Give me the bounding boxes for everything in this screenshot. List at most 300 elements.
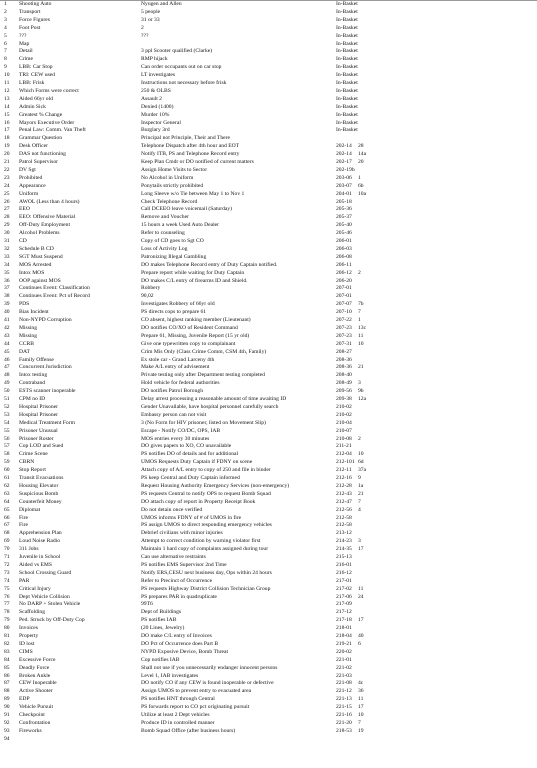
table-row [0,317,537,325]
row-step: 36 [358,688,364,695]
table-row [0,459,537,467]
row-topic: Critical Injury [19,585,51,592]
row-procedure: 208-36 [336,364,352,371]
row-number: 93 [4,727,10,734]
row-description: PS notifies DO of details and for additional [141,451,239,458]
row-topic: ESTS scanner inoperable [19,388,76,395]
row-topic: Crime [19,56,33,63]
row-number: 44 [4,340,10,347]
row-step: 1a [358,482,364,489]
row-status: In-Basket [336,95,358,102]
row-number: 86 [4,672,10,679]
row-step: 14a [358,151,367,158]
row-number: 10 [4,72,10,79]
table-row [0,578,537,586]
row-status: In-Basket [336,127,358,134]
row-step: 10 [358,712,364,718]
table-row [0,341,537,349]
row-topic: Scaffolding [19,609,45,616]
row-topic: Counterfeit Money [19,498,62,505]
row-procedure: 208-49 [336,380,352,387]
row-number: 61 [4,475,10,481]
row-procedure: 206-03 [336,245,352,252]
row-topic: Transport [19,8,41,15]
table-row [0,657,537,665]
row-number: 62 [4,482,10,489]
table-row [0,507,537,515]
row-topic: Loud Noise Radio [19,538,61,545]
row-description: Attach copy of A/L entry to copy of 250 and file in binder [141,467,271,474]
table-row [0,388,537,396]
row-description: Burglary 3rd [141,127,170,134]
row-topic: CEW Inoperable [19,680,57,687]
row-status: In-Basket [336,1,358,7]
row-procedure: 221-15 [336,704,352,711]
row-procedure: 210-07 [336,427,352,434]
row-procedure: 214-23 [336,538,352,545]
row-procedure: 217-09 [336,601,352,608]
row-procedure: 212-58 [336,514,352,521]
table-row [0,230,537,238]
row-number: 70 [4,546,10,553]
row-description: PS notifies IAB [141,617,177,624]
row-description: Copy of CD goes to Sgt CO [141,238,204,244]
row-procedure: 205-18 [336,198,352,205]
row-step: 24 [358,593,364,600]
table-row [0,246,537,254]
row-number: 78 [4,609,10,616]
row-number: 84 [4,656,10,663]
row-description: Ponytails strictly prohibited [141,182,204,189]
row-topic: Crime Scene [19,451,48,458]
table-row [0,522,537,530]
row-description: 2 [141,24,144,31]
row-step: 4c [358,680,364,687]
row-number: 72 [4,561,10,568]
row-step: 6d [358,459,364,466]
row-procedure: 214-35 [336,546,352,553]
table-row [0,214,537,222]
table-row [0,412,537,420]
row-topic: Prisoner Roster [19,435,54,442]
table-row [0,372,537,380]
row-number: 1 [4,1,7,7]
row-topic: Cop LOD and Sued [19,443,64,450]
row-status: In-Basket [336,87,358,94]
row-topic: Checkpoint [19,712,45,718]
row-description: Gender Unavailable, have hospital personnel carefully search [141,403,279,410]
table-row [0,396,537,404]
row-topic: DV Sgt [19,166,36,173]
row-description: MOS entries every 30 minutes [141,435,210,442]
row-number: 59 [4,459,10,466]
row-number: 31 [4,238,10,244]
row-description: No Alcohol in Uniform [141,174,194,181]
row-step: 2 [358,435,361,442]
row-step: 40 [358,633,364,639]
row-topic: Shooting Auto [19,1,52,7]
row-procedure: 208-40 [336,372,352,379]
table-row [0,538,537,546]
table-row [0,546,537,554]
row-description: 250 & OLBS [141,87,171,94]
row-description: Produce ID in controlled manner [141,719,215,726]
row-description: Do not detain once verified [141,506,203,513]
row-topic: Medical Treatment Form [19,419,75,426]
row-number: 22 [4,166,10,173]
row-procedure: 217-18 [336,617,352,624]
table-row [0,301,537,309]
row-topic: LBB: Frisk [19,80,45,86]
row-description: Escape - Notify CO/DC, OPS, IAB [141,427,221,434]
row-procedure: 210-02 [336,411,352,418]
row-number: 41 [4,317,10,323]
row-description: UMOS Requests Duty Captain if FDNY on scene [141,459,253,466]
row-status: In-Basket [336,24,358,31]
row-number: 56 [4,435,10,442]
row-description: PS forwards report to CO pct originating pursuit [141,704,250,711]
row-number: 81 [4,633,10,639]
table-row [0,436,537,444]
row-topic: SGT Must Suspend [19,253,63,260]
row-procedure: 212-58 [336,522,352,529]
row-topic: Desk Officer [19,143,48,150]
row-number: 91 [4,712,10,718]
row-number: 50 [4,388,10,395]
row-step: 9b [358,388,364,395]
row-number: 76 [4,593,10,600]
row-number: 60 [4,467,10,474]
table-row [0,104,537,112]
table-row [0,293,537,301]
row-number: 14 [4,103,10,110]
row-description: CO absent, highest ranking member (Lieutenant) [141,317,251,323]
row-status: In-Basket [336,64,358,71]
row-procedure: 208-36 [336,356,352,363]
table-row [0,41,537,49]
table-row [0,127,537,135]
row-number: 35 [4,269,10,276]
row-step: 11 [358,696,364,703]
row-procedure: 221-20 [336,719,352,726]
row-procedure: 217-06 [336,593,352,600]
row-number: 23 [4,174,10,181]
row-topic: 311 Jobs [19,546,39,553]
row-procedure: 216-12 [336,569,352,576]
row-procedure: 210-02 [336,403,352,410]
row-description: Check Telephone Record [141,198,198,205]
row-step: 10a [358,190,367,197]
row-number: 57 [4,443,10,450]
row-description: DO attach copy of report in Property Receipt Book [141,498,256,505]
table-row [0,80,537,88]
row-number: 47 [4,364,10,371]
row-procedure: 219-21 [336,640,352,647]
row-procedure: 212-43 [336,490,352,497]
row-description: Murder 10% [141,111,170,118]
row-number: 26 [4,198,10,205]
row-step: 11 [358,332,364,339]
row-procedure: 207-01 [336,285,352,292]
row-topic: Family Offense [19,356,54,363]
row-description: Investigates Robbery of 66yr old [141,301,215,308]
row-step: 3 [358,538,361,545]
row-description: Attempt to correct condition by warning violator first [141,538,261,545]
row-topic: Fireworks [19,727,42,734]
row-procedure: 210-08 [336,435,352,442]
row-step: 11 [358,585,364,592]
row-topic: Transit Evacuations [19,475,64,481]
row-description: UMOS informs FDNY of # of UMOS in fire [141,514,242,521]
row-step: 4 [358,506,361,513]
row-number: 75 [4,585,10,592]
table-row [0,688,537,696]
row-topic: CBRN [19,459,35,466]
table-row [0,33,537,41]
row-number: 33 [4,253,10,260]
row-number: 28 [4,214,10,221]
row-number: 49 [4,380,10,387]
table-row [0,617,537,625]
table-row [0,530,537,538]
row-topic: EEO [19,206,30,213]
row-description: (20 Lines, Jewelry) [141,625,185,632]
row-description: Call DCEEO leave voicemail (Saturday) [141,206,233,213]
row-procedure: 207-10 [336,309,352,316]
row-description: Assign UMOS to prevent entry to evacuated area [141,688,252,695]
row-procedure: 207-07 [336,301,352,308]
row-number: 15 [4,111,10,118]
table-row [0,191,537,199]
table-row [0,451,537,459]
row-description: Robbery [141,285,161,292]
row-topic: Stop Report [19,467,46,474]
row-topic: Broken Ankle [19,672,51,679]
row-description: DO makes Telephone Record entry of Duty Captain notified. [141,261,278,268]
row-description: PS notifies EMS Supervisor 2nd Time [141,561,227,568]
row-description: Notify ERS,CESU next business day, Ops within 24 hours [141,569,272,576]
table-row [0,25,537,33]
row-number: 92 [4,719,10,726]
row-description: 15 hours a week Used Auto Dealer [141,222,219,229]
row-procedure: 206-01 [336,238,352,244]
row-number: 90 [4,704,10,711]
row-topic: Intox MOS [19,269,45,276]
row-description: Refer to counseling [141,230,185,237]
row-procedure: 212-56 [336,506,352,513]
row-number: 19 [4,143,10,150]
row-step: 6 [358,640,361,647]
table-row [0,135,537,143]
row-step: 9 [358,475,361,481]
table-row [0,167,537,175]
row-description: Prepare report while waiting for Duty Captain [141,269,245,276]
table-row [0,641,537,649]
row-number: 54 [4,419,10,426]
row-number: 71 [4,554,10,560]
row-procedure: 211-21 [336,443,352,450]
row-procedure: 212-47 [336,498,352,505]
row-procedure: 218-53 [336,727,352,734]
row-procedure: 218-04 [336,633,352,639]
row-number: 66 [4,514,10,521]
table-row [0,333,537,341]
row-status: In-Basket [336,16,358,23]
row-procedure: 212-04 [336,451,352,458]
row-procedure: 221-01 [336,656,352,663]
row-number: 55 [4,427,10,434]
table-row [0,491,537,499]
row-number: 45 [4,348,10,355]
row-topic: Fire [19,514,29,521]
table-row [0,673,537,681]
row-topic: Prohibited [19,174,43,181]
row-procedure: 216-01 [336,561,352,568]
row-status: In-Basket [336,8,358,15]
row-status: In-Basket [336,103,358,110]
table-row [0,17,537,25]
table-row [0,696,537,704]
row-topic: Map [19,40,30,47]
row-step: 10 [358,451,364,458]
table-row [0,586,537,594]
table-row [0,428,537,436]
row-number: 83 [4,648,10,655]
row-description: DO makes C/L entry of firearms ID and Shield. [141,277,248,284]
row-topic: Suspicious Bomb [19,490,59,497]
row-topic: PAR [19,577,30,584]
row-topic: Missing [19,324,38,331]
row-topic: Grammar Question [19,135,63,142]
row-number: 48 [4,372,10,379]
row-number: 88 [4,688,10,695]
row-procedure: 205-36 [336,206,352,213]
row-number: 20 [4,151,10,158]
table-row [0,728,537,736]
row-description: Remove and Voucher [141,214,189,221]
row-procedure: 208-27 [336,348,352,355]
table-row [0,443,537,451]
row-procedure: 204-01 [336,190,352,197]
row-number: 64 [4,498,10,505]
row-topic: CCRB [19,340,34,347]
row-procedure: 218-01 [336,625,352,632]
row-topic: Schedule B CD [19,245,54,252]
row-procedure: 212-16 [336,475,352,481]
table-row [0,206,537,214]
table-row [0,515,537,523]
row-description: 5 people [141,8,161,15]
row-topic: Off-Duty Employment [19,222,71,229]
table-row [0,349,537,357]
row-procedure: 202-14 [336,151,352,158]
table-row [0,633,537,641]
row-procedure: 203-07 [336,182,352,189]
row-description: Debrief civilians with minor injuries [141,530,223,537]
row-topic: Diplomat [19,506,41,513]
row-step: 17 [358,617,364,624]
row-topic: Apprehension Plan [19,530,62,537]
row-procedure: 206-11 [336,261,352,268]
table-row [0,380,537,388]
row-number: 73 [4,569,10,576]
row-topic: Mayors Executive Order [19,119,75,126]
row-description: Shall not use if you unnecessarily endanger innocent persons [141,664,278,671]
row-procedure: 207-01 [336,293,352,300]
table-row [0,64,537,72]
row-number: 27 [4,206,10,213]
row-topic: Hospital Prisoner [19,411,58,418]
row-procedure: 206-20 [336,277,352,284]
row-topic: Foot Post [19,24,41,31]
row-topic: CIMS [19,648,33,655]
table-row [0,270,537,278]
row-topic: Excessive Force [19,656,56,663]
row-number: 24 [4,182,10,189]
row-status: In-Basket [336,111,358,118]
table-row [0,222,537,230]
row-number: 52 [4,403,10,410]
table-row [0,1,537,9]
table-row [0,112,537,120]
row-step: 7 [358,309,361,316]
table-row [0,278,537,286]
row-status: In-Basket [336,80,358,86]
row-topic: PDS [19,301,30,308]
table-row [0,704,537,712]
row-step: 17 [358,704,364,711]
row-description: Dept of Buildings [141,609,182,616]
row-procedure: 221-13 [336,696,352,703]
row-number: 58 [4,451,10,458]
row-number: 18 [4,135,10,142]
row-description: Hold vehicle for federal authorities [141,380,220,387]
row-description: PS keep Central and Duty Captain informed [141,475,240,481]
row-procedure: 212-11 [336,467,352,474]
table-row [0,96,537,104]
row-number: 7 [4,48,7,55]
row-topic: Continues Event: Pct of Record [19,293,90,300]
row-description: PS requests Central to notify OPS to request Bomb Squad [141,490,271,497]
table-row [0,625,537,633]
row-procedure: 217-01 [336,577,352,584]
row-number: 17 [4,127,10,134]
row-number: 63 [4,490,10,497]
row-description: DO notifies CO/XO of Resident Command [141,324,238,331]
row-number: 68 [4,530,10,537]
row-topic: Alcohol Problems [19,230,60,237]
row-number: 38 [4,293,10,300]
row-step: 28 [358,143,364,150]
row-description: Assign Home Visits to Sector [141,166,208,173]
row-topic: Fire [19,522,29,529]
row-topic: Ped. Struck by Off-Duty Cop [19,617,85,624]
row-step: 21 [358,364,364,371]
row-description: RMP hijack [141,56,168,63]
row-number: 32 [4,245,10,252]
table-row [0,88,537,96]
row-topic: Prisoner Unusual [19,427,58,434]
row-topic: Invoices [19,625,38,632]
row-procedure: 207-23 [336,332,352,339]
row-number: 12 [4,87,10,94]
row-number: 6 [4,40,7,47]
row-description: Notify ITB, PS and Telephone Record entry [141,151,240,158]
row-number: 21 [4,159,10,165]
row-description: 90,02 [141,293,154,300]
row-topic: DAS not functioning [19,151,66,158]
row-description: PS directs cops to prepare 61 [141,309,207,316]
